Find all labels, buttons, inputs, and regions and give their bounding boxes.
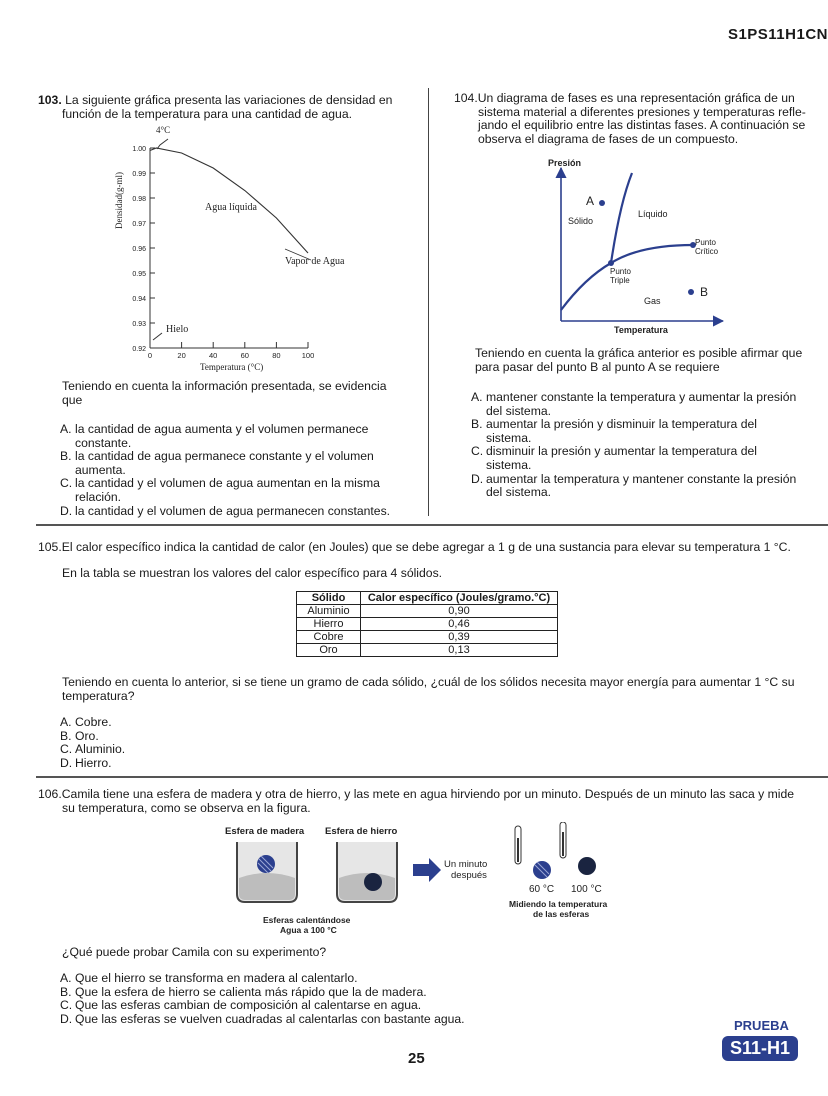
q106-stem: ¿Qué puede probar Camila con su experimento?: [62, 945, 327, 959]
q104-stem: [475, 347, 825, 374]
q106-text-line2: su temperatura, como se observa en la figura.: [62, 800, 311, 815]
table-row: [297, 618, 558, 631]
prueba-code-badge: S11-H1: [722, 1036, 798, 1061]
option-text: Que el hierro se transforma en madera al calentarlo.: [75, 971, 358, 985]
y-tick-label: 0.95: [132, 271, 146, 278]
option-letter: D.: [60, 755, 73, 770]
y-tick-label: 0.93: [132, 321, 146, 328]
y-tick-label: 0.99: [132, 171, 146, 178]
q104-text-line3: jando el equilibrio entre las distintas fases. A continuación se: [478, 118, 806, 133]
gas-region-label: Gas: [644, 296, 661, 306]
q105-option-c[interactable]: [60, 743, 260, 757]
q105-text-line1: El calor específico indica la cantidad de calor (en Joules) que se debe agregar a 1 g de una sustancia para elevar su temperatura 1 °C.: [61, 540, 791, 554]
option-text: la cantidad de agua permanece constante y el volumen: [75, 449, 374, 464]
x-tick-label: 20: [177, 351, 186, 360]
y-tick-label: 0.92: [132, 346, 146, 353]
solid-region-label: Sólido: [568, 216, 594, 226]
option-letter: D.: [471, 471, 484, 486]
annotation-vapor: Vapor de Agua: [285, 256, 345, 267]
q103-number: 103.: [38, 93, 62, 107]
option-letter: C.: [471, 444, 484, 459]
option-text-cont: aumenta.: [75, 462, 126, 477]
thermometer-wood: [515, 826, 551, 879]
point-a-label: A: [586, 194, 595, 208]
wood-sphere-label: Esfera de madera: [225, 826, 305, 837]
option-text: la cantidad y el volumen de agua permanecen constantes.: [75, 503, 391, 518]
option-text-cont: del sistema.: [486, 403, 552, 418]
column-header-solid: Sólido: [297, 592, 361, 605]
triple-label-2: Triple: [610, 276, 630, 285]
max-arrow: [157, 139, 168, 149]
fusion-curve: [611, 173, 632, 263]
critical-label-2: Crítico: [695, 247, 719, 256]
q105-option-b[interactable]: [60, 730, 260, 744]
q103-option-c[interactable]: [60, 477, 420, 504]
option-text: Oro.: [75, 728, 99, 743]
q104-text-line2: sistema material a diferentes presiones y temperaturas refle-: [478, 104, 806, 119]
q106-option-c[interactable]: [60, 999, 700, 1013]
option-text: Que las esferas cambian de composición al calentarse en agua.: [75, 998, 422, 1013]
vaporization-curve: [611, 245, 693, 263]
prueba-label: PRUEBA: [734, 1018, 789, 1033]
q105-option-a[interactable]: [60, 716, 260, 730]
q103-statement: [38, 94, 423, 121]
temperature-label: Temperatura: [614, 325, 668, 335]
chart-ticks: [132, 146, 314, 360]
q104-stem-line1: Teniendo en cuenta la gráfica anterior es posible afirmar que: [475, 346, 803, 360]
y-tick-label: 0.94: [132, 296, 146, 303]
option-letter: C.: [60, 742, 73, 757]
q104-text-line1: Un diagrama de fases es una representación gráfica de un: [477, 91, 795, 105]
table-row: [297, 644, 558, 657]
q103-stem-line1: Teniendo en cuenta la información presentada, se evidencia: [62, 379, 387, 393]
test-code: S1PS11H1CN: [727, 26, 828, 43]
option-text-cont: sistema.: [486, 430, 532, 445]
table-cell: 0,13: [361, 644, 558, 657]
option-text: la cantidad y el volumen de agua aumentan en la misma: [75, 476, 380, 491]
q104-stem-line2: para pasar del punto B al punto A se requiere: [475, 359, 720, 374]
option-text-cont: relación.: [75, 489, 122, 504]
y-axis-label: Densidad(g-ml): [114, 172, 124, 229]
q105-stem-line1: Teniendo en cuenta lo anterior, si se tiene un gramo de cada sólido, ¿cuál de los sólidos necesita mayor energía para aumentar 1 °C su: [62, 675, 795, 689]
option-text: aumentar la temperatura y mantener constante la presión: [486, 471, 797, 486]
x-tick-label: 0: [147, 351, 153, 360]
option-text: Aluminio.: [75, 742, 126, 757]
table-cell: Hierro: [297, 618, 361, 631]
option-text: Que la esfera de hierro se calienta más rápido que la de madera.: [75, 984, 427, 999]
triple-label-1: Punto: [610, 267, 631, 276]
option-text: aumentar la presión y disminuir la temperatura del: [486, 417, 757, 432]
section-divider-2: [36, 776, 828, 778]
point-a-marker: [599, 200, 605, 206]
option-text: Que las esferas se vuelven cuadradas al calentarlas con bastante agua.: [75, 1011, 465, 1026]
minute-label-1: Un minuto: [444, 859, 488, 870]
q104-options: [471, 391, 827, 500]
q103-option-a[interactable]: [60, 423, 420, 450]
q105-stem-line2: temperatura?: [62, 688, 135, 703]
q104-statement: [454, 92, 826, 146]
option-letter: B.: [60, 984, 72, 999]
annotation-ice: Hielo: [166, 324, 189, 335]
q106-statement: [38, 788, 828, 815]
measure-label-2: de las esferas: [533, 909, 590, 919]
liquid-region-label: Líquido: [638, 209, 668, 219]
q104-option-c[interactable]: [471, 445, 827, 472]
x-tick-label: 100: [301, 351, 315, 360]
table-row: [297, 631, 558, 644]
option-text: Cobre.: [75, 715, 112, 729]
option-letter: A.: [471, 390, 483, 404]
x-tick-label: 40: [209, 351, 218, 360]
q105-statement: [38, 541, 828, 580]
y-tick-label: 0.96: [132, 246, 146, 253]
option-letter: A.: [60, 971, 72, 985]
option-letter: B.: [60, 728, 72, 743]
q104-option-d[interactable]: [471, 473, 827, 500]
x-tick-label: 80: [272, 351, 281, 360]
q103-stem: [62, 380, 422, 407]
column-divider: [428, 88, 429, 516]
q103-stem-line2: que: [62, 392, 83, 407]
q105-stem: [62, 676, 822, 703]
iron-sphere: [364, 873, 382, 891]
x-axis-label: Temperatura (°C): [200, 362, 264, 372]
heating-label-2: Agua a 100 °C: [280, 925, 337, 935]
triple-point: [608, 260, 614, 266]
q106-option-b[interactable]: [60, 986, 700, 1000]
q106-option-a[interactable]: [60, 972, 700, 986]
table-cell: Cobre: [297, 631, 361, 644]
temp-wood: 60 °C: [529, 884, 555, 895]
table-cell: 0,46: [361, 618, 558, 631]
option-text-cont: del sistema.: [486, 485, 552, 500]
option-letter: A.: [60, 715, 72, 729]
section-divider-1: [36, 524, 828, 526]
option-text: mantener constante la temperatura y aumentar la presión: [486, 390, 797, 404]
y-tick-label: 0.98: [132, 196, 146, 203]
column-header-specific-heat: Calor específico (Joules/gramo.°C): [361, 592, 558, 605]
option-text-cont: sistema.: [486, 457, 532, 472]
density-chart: [108, 122, 368, 377]
q103-option-b[interactable]: [60, 450, 420, 477]
table-cell: Oro: [297, 644, 361, 657]
spheres-experiment-figure: [215, 822, 635, 940]
option-letter: B.: [471, 417, 483, 432]
table-header-row: [297, 592, 558, 605]
q104-option-b[interactable]: [471, 418, 827, 445]
wood-beaker: [237, 842, 297, 902]
temp-iron: 100 °C: [571, 884, 602, 895]
q105-options: [60, 716, 260, 770]
table-cell: 0,90: [361, 605, 558, 618]
y-tick-label: 0.97: [132, 221, 146, 228]
option-text: Hierro.: [75, 755, 112, 770]
minute-label-2: después: [451, 870, 487, 881]
q103-text-line1: La siguiente gráfica presenta las variaciones de densidad en: [65, 93, 393, 107]
option-letter: C.: [60, 998, 73, 1013]
q105-number: 105.: [38, 540, 62, 554]
heating-label-1: Esferas calentándose: [263, 915, 351, 925]
q103-options: [60, 423, 420, 518]
q104-text-line4: observa el diagrama de fases de un compuesto.: [478, 131, 739, 146]
option-text-cont: constante.: [75, 435, 132, 450]
q106-text-line1: Camila tiene una esfera de madera y otra de hierro, y las mete en agua hirviendo por un minuto. Después de un minuto las saca y mide: [61, 787, 795, 801]
thermometer-iron: [560, 822, 596, 875]
ice-arrow: [153, 333, 162, 340]
q106-options: [60, 972, 700, 1026]
pressure-label: Presión: [548, 158, 582, 168]
y-tick-label: 1.00: [132, 146, 146, 153]
option-letter: A.: [60, 422, 72, 436]
table-row: [297, 605, 558, 618]
page-number: 25: [408, 1050, 425, 1067]
option-letter: D.: [60, 1011, 73, 1026]
measure-label-1: Midiendo la temperatura: [509, 899, 608, 909]
option-letter: D.: [60, 503, 73, 518]
option-letter: B.: [60, 449, 72, 464]
annotation-4c: 4°C: [156, 125, 171, 135]
option-letter: C.: [60, 476, 73, 491]
q106-number: 106.: [38, 787, 62, 801]
q104-number: 104.: [454, 91, 478, 105]
q105-text-line2: En la tabla se muestran los valores del calor específico para 4 sólidos.: [62, 565, 443, 580]
option-text: la cantidad de agua aumenta y el volumen permanece: [75, 422, 369, 436]
table-cell: 0,39: [361, 631, 558, 644]
x-tick-label: 60: [240, 351, 249, 360]
q104-option-a[interactable]: [471, 391, 827, 418]
sublimation-curve: [561, 263, 611, 310]
iron-beaker: [337, 842, 397, 902]
table-cell: Aluminio: [297, 605, 361, 618]
annotation-liquid: Agua líquida: [205, 202, 257, 213]
point-b-label: B: [700, 285, 709, 299]
q103-text-line2: función de la temperatura para una cantidad de agua.: [62, 106, 353, 121]
option-text: disminuir la presión y aumentar la temperatura del: [486, 444, 757, 459]
specific-heat-table: [296, 591, 558, 657]
q106-option-d[interactable]: [60, 1013, 700, 1027]
critical-label-1: Punto: [695, 238, 716, 247]
chart-axes: [150, 148, 308, 348]
q103-option-d[interactable]: [60, 505, 420, 519]
q105-option-d[interactable]: [60, 757, 260, 771]
iron-sphere-label: Esfera de hierro: [325, 826, 398, 837]
arrow-right-icon: [413, 858, 441, 882]
point-b-marker: [688, 289, 694, 295]
density-curve: [150, 148, 308, 253]
phase-diagram: [540, 153, 730, 339]
